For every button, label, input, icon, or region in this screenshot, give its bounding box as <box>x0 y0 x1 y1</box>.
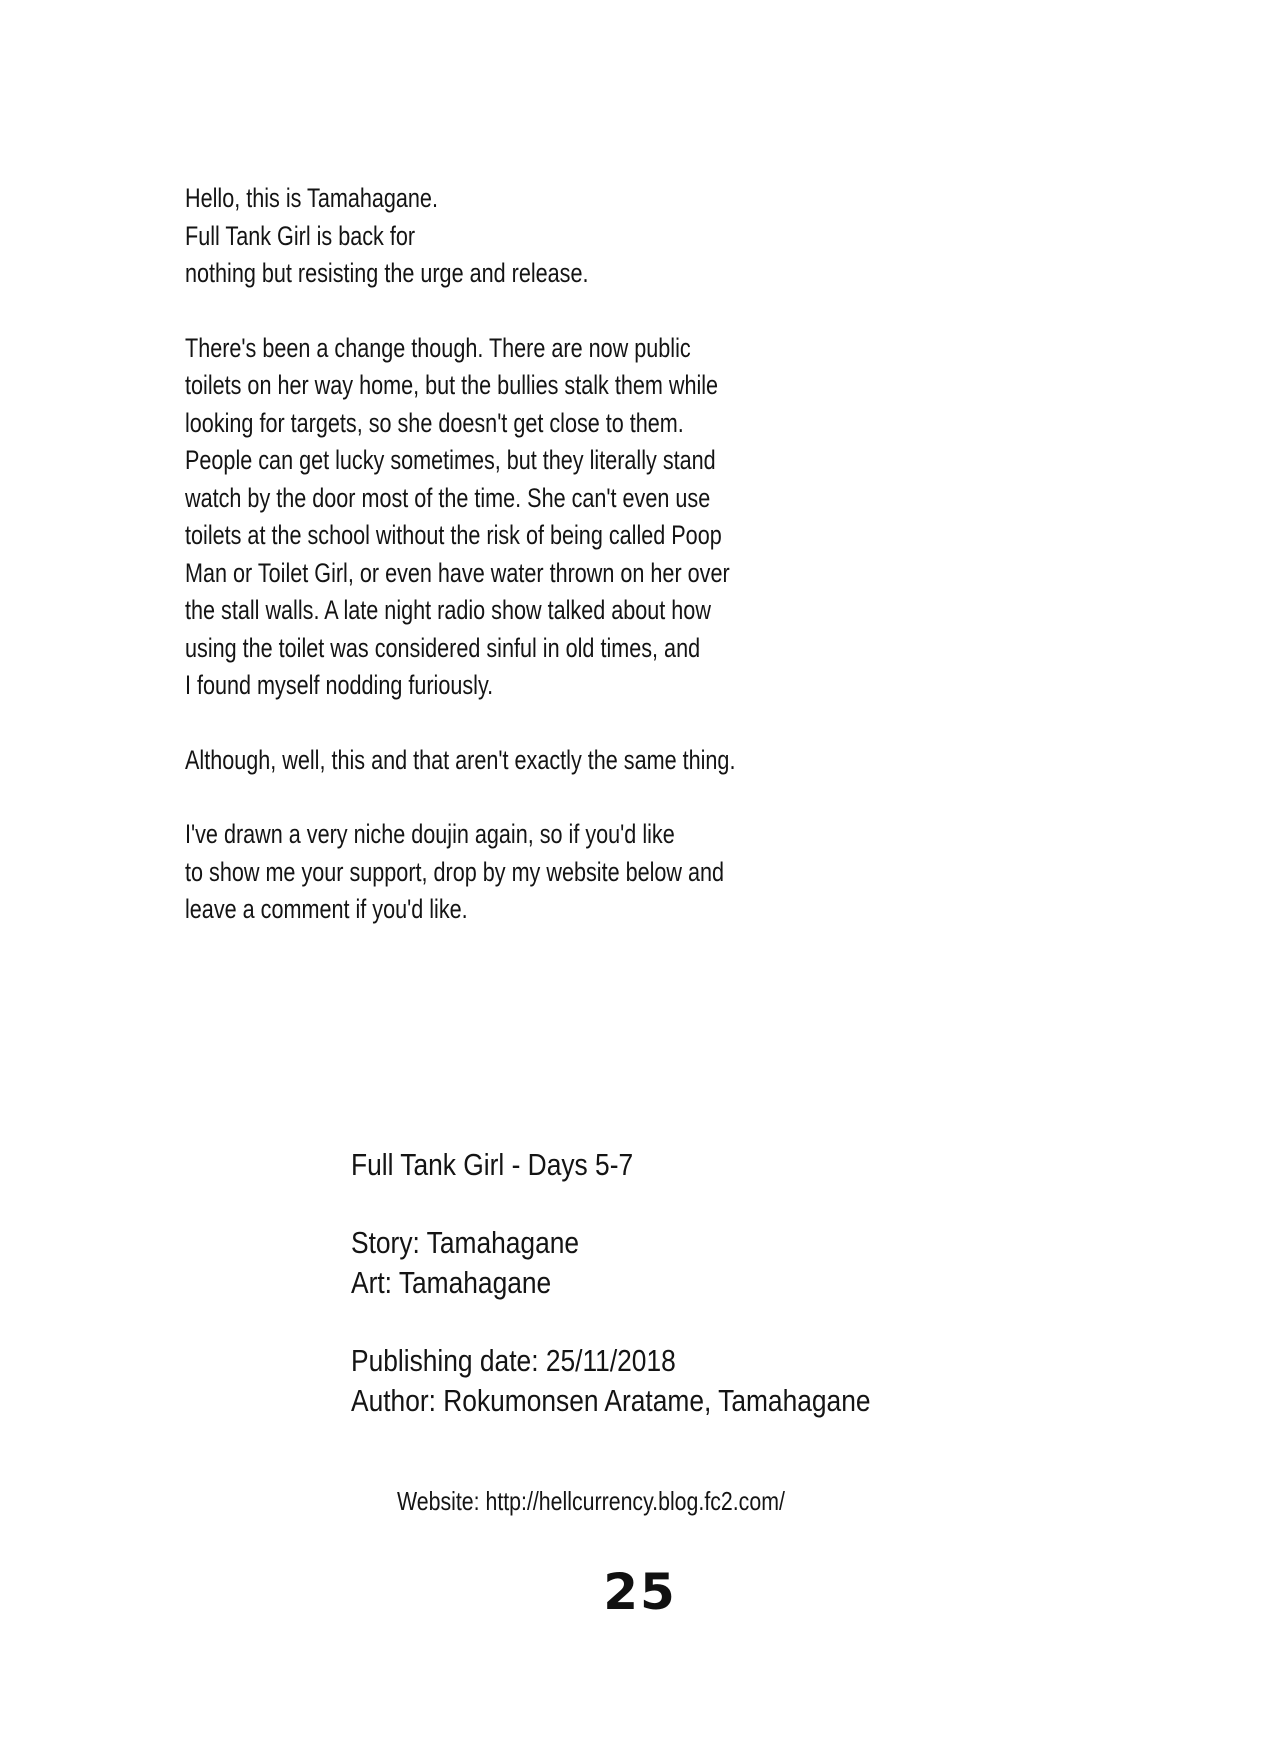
text-line: looking for targets, so she doesn't get close to them. <box>185 407 684 438</box>
spacer <box>351 1303 1051 1341</box>
text-line: leave a comment if you'd like. <box>185 894 468 924</box>
text-line: Full Tank Girl is back for <box>185 220 416 251</box>
spacer <box>351 1185 1051 1223</box>
text-line: Although, well, this and that aren't exactly the same thing. <box>185 744 736 775</box>
colophon-title: Full Tank Girl - Days 5-7 <box>351 1147 634 1182</box>
colophon-author: Author: Rokumonsen Aratame, Tamahagane <box>351 1383 871 1418</box>
afterword-paragraph-1 <box>185 180 945 293</box>
text-line: People can get lucky sometimes, but they literally stand <box>185 445 716 475</box>
afterword-paragraph-2 <box>185 330 945 705</box>
website-link: Website: http://hellcurrency.blog.fc2.com/ <box>397 1486 785 1516</box>
text-line: using the toilet was considered sinful in old times, and <box>185 632 701 663</box>
text-line: the stall walls. A late night radio show talked about how <box>185 595 711 625</box>
text-line: watch by the door most of the time. She can't even use <box>185 482 711 513</box>
colophon-story: Story: Tamahagane <box>351 1225 580 1260</box>
colophon-art: Art: Tamahagane <box>351 1265 552 1300</box>
text-line: nothing but resisting the urge and release. <box>185 258 589 288</box>
colophon-publishing-date: Publishing date: 25/11/2018 <box>351 1343 676 1378</box>
text-line: Hello, this is Tamahagane. <box>185 183 438 213</box>
text-line: I found myself nodding furiously. <box>185 670 494 700</box>
text-line: Man or Toilet Girl, or even have water thrown on her over <box>185 557 730 588</box>
colophon <box>351 1145 1051 1421</box>
afterword-paragraph-3 <box>185 742 945 780</box>
text-line: I've drawn a very niche doujin again, so if you'd like <box>185 819 675 849</box>
text-line: toilets at the school without the risk of being called Poop <box>185 520 722 550</box>
text-line: to show me your support, drop by my website below and <box>185 856 725 887</box>
text-line: There's been a change though. There are now public <box>185 332 691 363</box>
text-line: toilets on her way home, but the bullies stalk them while <box>185 370 719 400</box>
afterword-paragraph-4 <box>185 816 945 929</box>
afterword-text <box>185 180 945 966</box>
page-number: 25 <box>603 1563 677 1621</box>
